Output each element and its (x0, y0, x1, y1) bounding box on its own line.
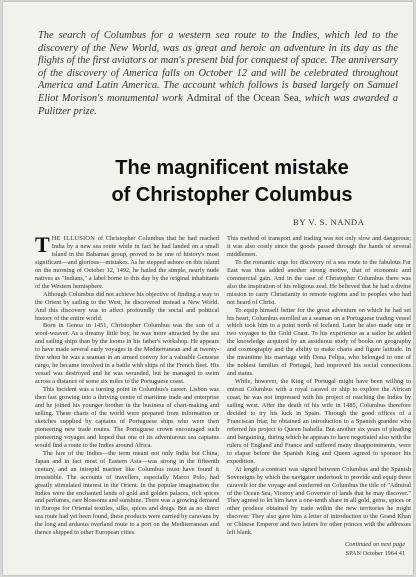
page-footer (265, 540, 405, 558)
drop-cap: T (35, 232, 50, 257)
column2-paragraph-2: To the romantic urge for discovery of a sea route to the fabulous Far East was thus added another strong motive, that of economic and commercial gain. And in the case of Christopher Columbus there was also the inspiration of his religious zeal. He believed that he had a divine mission to carry Christianity to remote regions and to peoples who had not heard of Christ. (227, 258, 411, 306)
intro-text-1: The search of Columbus for a western sea route to the Indies, which led to the discovery of the New World, was as great and heroic an adventure in its day as the flights of the first aviators or man's present bid for conquest of space. The anniversary of the discovery of America falls on October 12 and will be celebrated throughout America and Latin America. The account which follows is based largely on Samuel Eliot Morison's monumental work (38, 30, 398, 104)
intro-paragraph (38, 30, 398, 118)
byline: BY V. S. NANDA (293, 217, 365, 227)
lead-in: HE ILLUSION (51, 235, 96, 242)
article-title-line-2: of Christopher Columbus (111, 184, 353, 206)
continued-notice: Continued on next page (345, 541, 405, 548)
column1-paragraph-1 (35, 232, 219, 291)
article-title-line-1: The magnificent mistake (115, 157, 349, 179)
column1-paragraph-2: Although Columbus did not achieve his objective of finding a way to the Orient by sailing to the West, he discovered instead a New World. And this discovery was to affect profoundly the social and political history of the entire world. (35, 290, 219, 322)
column2-paragraph-4: While, however, the King of Portugal might have been willing to entrust Columbus with a royal caravel or ship to explore the African coast, he was not impressed with his project of reaching the Indies by sailing west. After the death of his wife in 1485, Columbus therefore decided to try his luck in Spain. Through the good offices of a Franciscan friar, he obtained an introduction to a Spanish grandee who referred his project to Queen Isabella. But another six years of pleading and bargaining, during which he appears to have negotiated also with the rulers of England and France and suffered many disappointments, were to elapse before the Spanish King and Queen agreed to sponsor his expedition. (227, 378, 411, 465)
column1-paragraph-4: This incident was a turning point in Columbus's career. Lisbon was then fast growing into a thriving centre of maritime trade and enterprise and he joined his younger brother in the business of chart-making and selling. These charts of the world were prepared from information or sketches supplied by captains of Portuguese ships who were then pioneering new trade routes. The Portuguese crown encouraged such pioneering voyages and hoped that one of its adventurous sea captains would find a route to the Indies around Africa. (35, 386, 219, 449)
column1-paragraph-3: Born in Genoa in 1451, Christopher Columbus was the son of a wool-weaver. As a dreamy little boy, he was more attracted by the sea and sailing ships than by the looms in his father's workshop. He appears to have made several early voyages in the Mediterranean and at twenty-five when he was a seaman in an armed convoy for a valuable Genoese cargo, he became involved in a battle with ships of the French fleet. His vessel was destroyed and he was wounded, but he managed to swim across a distance of some six miles to the Portuguese coast. (35, 322, 219, 386)
article-column-2 (227, 235, 411, 537)
column1-paragraph-1-text: of Christopher Columbus that he had reached India by a new sea route while in fact he had landed on a small island in the Bahamas group, proved to be one of history's most significant—and glorious—mistakes. As he stepped ashore on this island on the morning of October 12, 1492, he hailed the simple, nearly nude natives as "Indians," a label borne to this day by the original inhabitants of the Western hemisphere. (35, 235, 219, 290)
magazine-page (3, 2, 413, 575)
page-folio: SPAN October 1964 41 (345, 550, 405, 557)
article-column-1 (35, 232, 219, 537)
intro-text-2: which was awarded a Pulitzer prize. (38, 92, 398, 117)
column2-paragraph-1: This method of transport and trading was not only slow and dangerous; it was also costly since the goods passed through the hands of several middlemen. (227, 235, 411, 258)
column1-paragraph-5: The lure of the Indies—the term meant not only India but China, Japan and in fact most of Eastern Asia—was strong in the fifteenth century, and an intrepid mariner like Columbus must have found it irresistible. The accounts of travellers, especially Marco Polo, had greatly stimulated interest in the Orient. In the popular imagination the Indies were the enchanted lands of gold and golden palaces, rich spices and perfumes, rare blossoms and sunshine. There was a growing demand in Europe for Oriental textiles, silks, spices and drugs. But as no direct sea route had yet been found, these products were carried by caravans by the long and arduous overland route to a port on the Mediterranean and thence shipped to other European cities. (35, 449, 219, 537)
column2-paragraph-3: To equip himself better for the great adventure on which he had set his heart, Columbus enrolled as a seaman on a Portuguese trading vessel which took him to a point north of Iceland. Later he also made one or two voyages to the Gold Coast. To his experience as a sailor he added the knowledge acquired by an assiduous study of books on geography and cosmography and the ability to make charts and figure latitude. In the meantime his marriage with Dona Felipa, who belonged to one of the noblest families of Portugal, had improved his social connections and status. (227, 306, 411, 378)
intro-book-title: Admiral of the Ocean Sea, (186, 92, 302, 104)
column2-paragraph-5: At length a contract was signed between Columbus and the Spanish Sovereigns by which the navigator undertook to provide and equip three caravels for the voyage and conferred on Columbus the title of "Admiral of the Ocean Sea, Viceroy and Governor of lands that he may discover." They agreed to let him have a one-tenth share in all gold, gems, spices or other produce obtained by trade within the new territories he might discover. They also gave him a letter of introduction to the Grand Khan or Chinese Emperor and two letters for other princes with the addresses left blank. (227, 465, 411, 537)
